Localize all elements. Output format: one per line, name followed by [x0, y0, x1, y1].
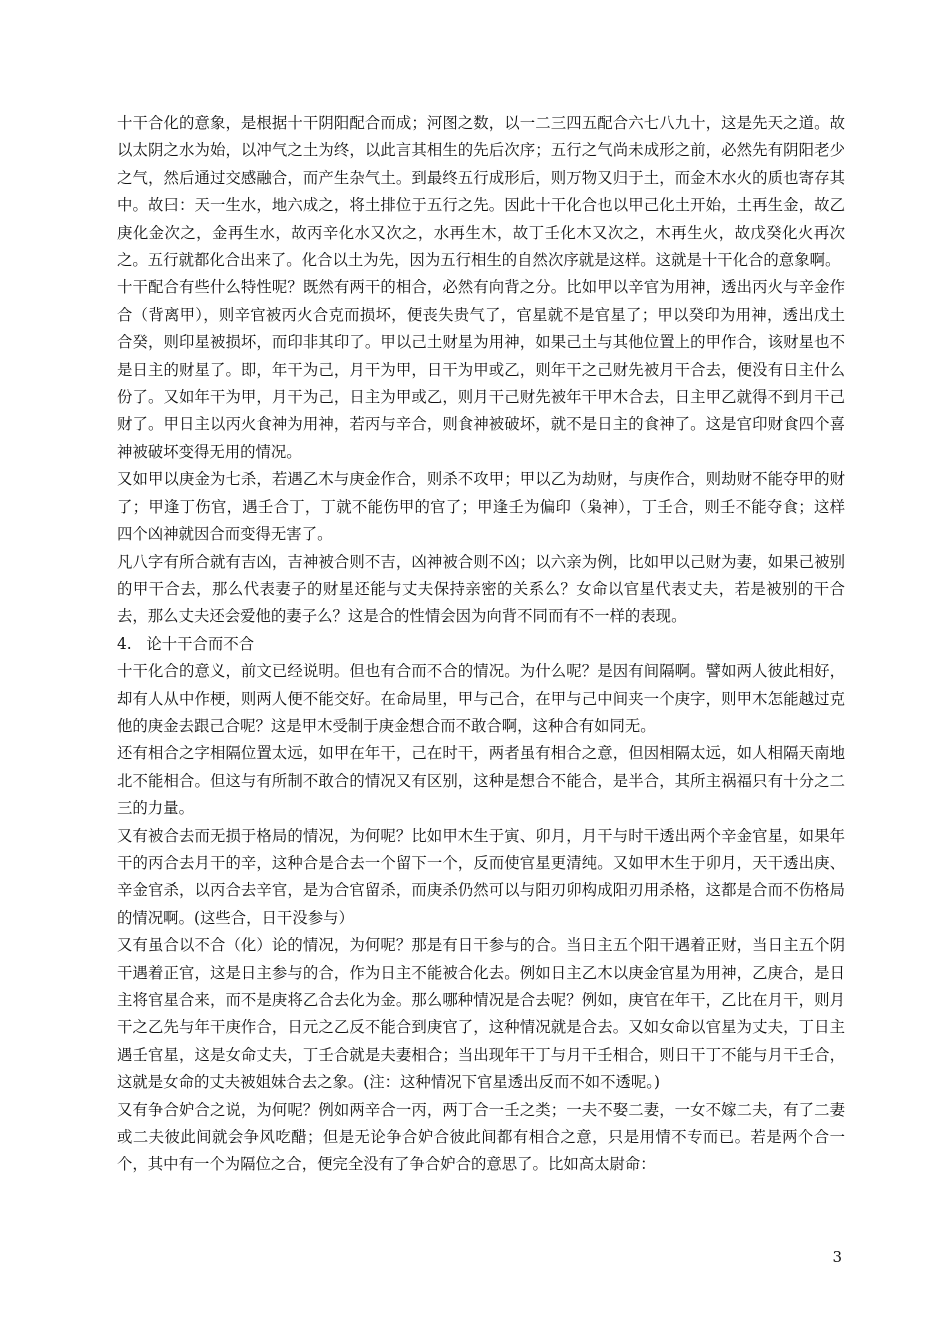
- paragraph-distant-combination: 还有相合之字相隔位置太远，如甲在年干，己在时干，两者虽有相合之意，但因相隔太远，如人相隔天南地北不能相合。但这与有所制不敢合的情况又有区别，这种是想合不能合，是半合，其所主祸福只有十分之二三的力量。: [117, 744, 845, 818]
- section-heading: 4. 论十干合而不合: [117, 634, 255, 653]
- paragraph-four-evil-gods: 又如甲以庚金为七杀，若遇乙木与庚金作合，则杀不攻甲；甲以乙为劫财，与庚作合，则劫财不能夺甲的财了；甲逢丁伤官，遇壬合丁，丁就不能伤甲的官了；甲逢壬为偏印（枭神），丁壬合，则壬不能夺食；这样四个凶神就因合而变得无害了。: [117, 470, 845, 544]
- page-number: 3: [832, 1248, 842, 1266]
- paragraph-gap-combination: 十干化合的意义，前文已经说明。但也有合而不合的情况。为什么呢？是因有间隔啊。譬如两人彼此相好，却有人从中作梗，则两人便不能交好。在命局里，甲与己合，在甲与己中间夹一个庚字，则甲木怎能越过克他的庚金去跟己合呢？这是甲木受制于庚金想合而不敢合啊，这种合有如同无。: [117, 662, 845, 735]
- paragraph-combination-no-harm: 又有被合去而无损于格局的情况，为何呢？比如甲木生于寅、卯月，月干与时干透出两个辛金官星，如果年干的丙合去月干的辛，这种合是合去一个留下一个，反而使官星更清纯。又如甲木生于卯月，天干透出庚、辛金官杀，以丙合去辛官，是为合官留杀，而庚杀仍然可以与阳刃卯构成阳刃用杀格，这都是合而不伤格局的情况啊。(这些合，日干没参与）: [117, 826, 845, 927]
- document-body: [117, 110, 845, 1179]
- paragraph-eight-characters-fortune: 凡八字有所合就有吉凶，吉神被合则不吉，凶神被合则不凶；以六亲为例，比如甲以己财为妻，如果己被别的甲干合去，那么代表妻子的财星还能与丈夫保持亲密的关系么？女命以官星代表丈夫，若是被别的干合去，那么丈夫还会爱他的妻子么？这是合的性情会因为向背不同而有不一样的表现。: [117, 552, 845, 626]
- paragraph-competing-combination: 又有争合妒合之说，为何呢？例如两辛合一丙，两丁合一壬之类；一夫不娶二妻，一女不嫁二夫，有了二妻或二夫彼此间就会争风吃醋；但是无论争合妒合彼此间都有相合之意，只是用情不专而已。若是两个合一个，其中有一个为隔位之合，便完全没有了争合妒合的意思了。比如高太尉命：: [117, 1100, 845, 1174]
- paragraph-day-stem-combination: 又有虽合以不合（化）论的情况，为何呢？那是有日干参与的合。当日主五个阳干遇着正财，当日主五个阴干遇着正官，这是日主参与的合，作为日主不能被合化去。例如日主乙木以庚金官星为用神，乙庚合，是日主将官星合来，而不是庚将乙合去化为金。那么哪种情况是合去呢？例如，庚官在年干，乙比在月干，则月干之乙先与年干庚作合，日元之乙反不能合到庚官了，这种情况就是合去。又如女命以官星为丈夫，丁日主遇壬官星，这是女命丈夫，丁壬合就是夫妻相合；当出现年干丁与月干壬相合，则日干丁不能与月干壬合，这就是女命的丈夫被姐妹合去之象。(注：这种情况下官星透出反而不如不透呢。): [117, 936, 845, 1092]
- paragraph-ten-stems-characteristics: 十干配合有些什么特性呢？既然有两干的相合，必然有向背之分。比如甲以辛官为用神，透出丙火与辛金作合（背离甲），则辛官被丙火合克而损坏，便丧失贵气了，官星就不是官星了；甲以癸印为用神，透出戊土合癸，则印星被损坏，而印非其印了。甲以己土财星为用神，如果己土与其他位置上的甲作合，该财星也不是日主的财星了。即，年干为己，月干为甲，日干为甲或乙，则年干之己财先被月干合去，便没有日主什么份了。又如年干为甲，月干为己，日主为甲或乙，则月干己财先被年干甲木合去，日主甲乙就得不到月干己财了。甲日主以丙火食神为用神，若丙与辛合，则食神被破坏，就不是日主的食神了。这是官印财食四个喜神被破坏变得无用的情况。: [117, 278, 845, 461]
- paragraph-ten-stems-combination-imagery: 十干合化的意象，是根据十干阴阳配合而成；河图之数，以一二三四五配合六七八九十，这是先天之道。故以太阴之水为始，以冲气之土为终，以此言其相生的先后次序；五行之气尚未成形之前，必然先有阴阳老少之气，然后通过交感融合，而产生杂气土。到最终五行成形后，则万物又归于土，而金木水火的质也寄存其中。故曰：天一生水，地六成之，将土排位于五行之先。因此十干化合也以甲己化土开始，土再生金，故乙庚化金次之，金再生水，故丙辛化水又次之，水再生木，故丁壬化木又次之，木再生火，故戊癸化火再次之。五行就都化合出来了。化合以土为先，因为五行相生的自然次序就是这样。这就是十干化合的意象啊。: [117, 114, 845, 270]
